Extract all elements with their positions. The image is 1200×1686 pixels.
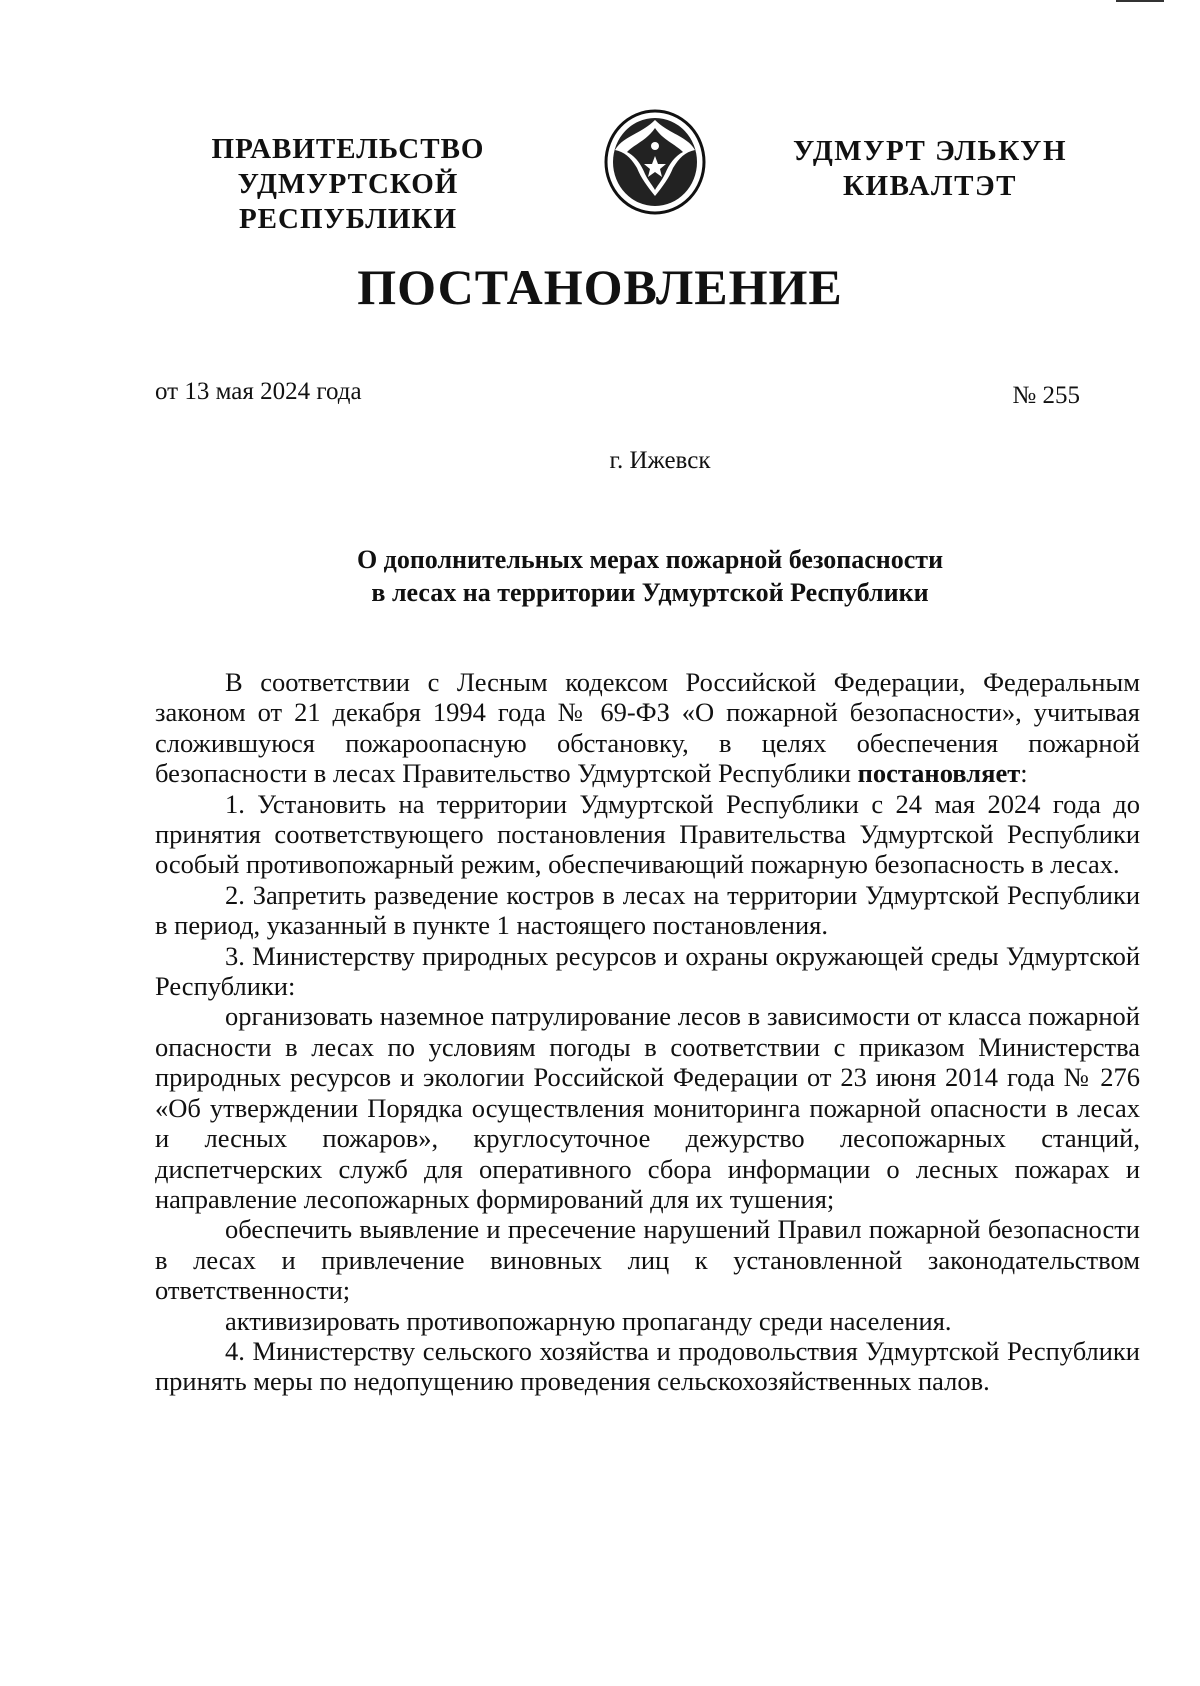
preamble-text: В соответствии с Лесным кодексом Российской Федерации, Федеральным законом от 21 декабря 1994 года № 69-ФЗ «О пожарной безопасности», учитывая сложившуюся пожароопасную обстановку, в целях обеспечения пожарной безопасности в лесах Правительство Удмуртской Республики <box>155 667 1140 789</box>
scan-corner-mark <box>1116 0 1164 2</box>
decree-word: постановляет <box>857 758 1021 789</box>
document-subject <box>230 543 1070 609</box>
document-city: г. Ижевск <box>609 447 711 474</box>
item-3-sub-2: обеспечить выявление и пресечение нарушений Правил пожарной безопасности в лесах и привлечение виновных лиц к установленной законодательством ответственности; <box>155 1214 1140 1306</box>
item-2: 2. Запретить разведение костров в лесах на территории Удмуртской Республики в период, указанный в пункте 1 настоящего постановления. <box>155 879 1140 941</box>
org-left-line1: ПРАВИТЕЛЬСТВО <box>211 133 485 165</box>
org-name-russian <box>128 132 568 237</box>
org-right-line2: КИВАЛТЭТ <box>842 170 1017 202</box>
item-3: 3. Министерству природных ресурсов и охраны окружающей среды Удмуртской Республики: <box>155 940 1140 1002</box>
document-date: от 13 мая 2024 года <box>155 378 362 405</box>
preamble-paragraph <box>155 667 1140 789</box>
subject-line2: в лесах на территории Удмуртской Республики <box>371 578 929 607</box>
coat-of-arms-icon <box>601 106 709 216</box>
org-name-udmurt <box>770 134 1090 204</box>
item-3-sub-1: организовать наземное патрулирование лесов в зависимости от класса пожарной опасности в лесах по условиям погоды в соответствии с приказом Министерства природных ресурсов и экологии Российской Федерации от 23 июня 2014 года № 276 «Об утверждении Порядка осуществления мониторинга пожарной опасности в лесах и лесных пожаров», круглосуточное дежурство лесопожарных станций, диспетчерских служб для оперативного сбора информации о лесных пожарах и направление лесопожарных формирований для их тушения; <box>155 1001 1140 1214</box>
item-4: 4. Министерству сельского хозяйства и продовольствия Удмуртской Республики принять меры по недопущению проведения сельскохозяйственных палов. <box>155 1335 1140 1397</box>
org-left-line2: УДМУРТСКОЙ РЕСПУБЛИКИ <box>237 168 459 235</box>
subject-line1: О дополнительных мерах пожарной безопасности <box>356 545 944 574</box>
decree-colon: : <box>1020 758 1028 789</box>
document-type-title: ПОСТАНОВЛЕНИЕ <box>357 259 843 315</box>
org-right-line1: УДМУРТ ЭЛЬКУН <box>792 135 1068 167</box>
document-body <box>155 667 1140 1397</box>
item-1: 1. Установить на территории Удмуртской Республики с 24 мая 2024 года до принятия соответствующего постановления Правительства Удмуртской Республики особый противопожарный режим, обеспечивающий пожарную безопасность в лесах. <box>155 788 1140 880</box>
document-number: № 255 <box>1012 382 1080 409</box>
item-3-sub-3: активизировать противопожарную пропаганду среди населения. <box>225 1305 952 1336</box>
